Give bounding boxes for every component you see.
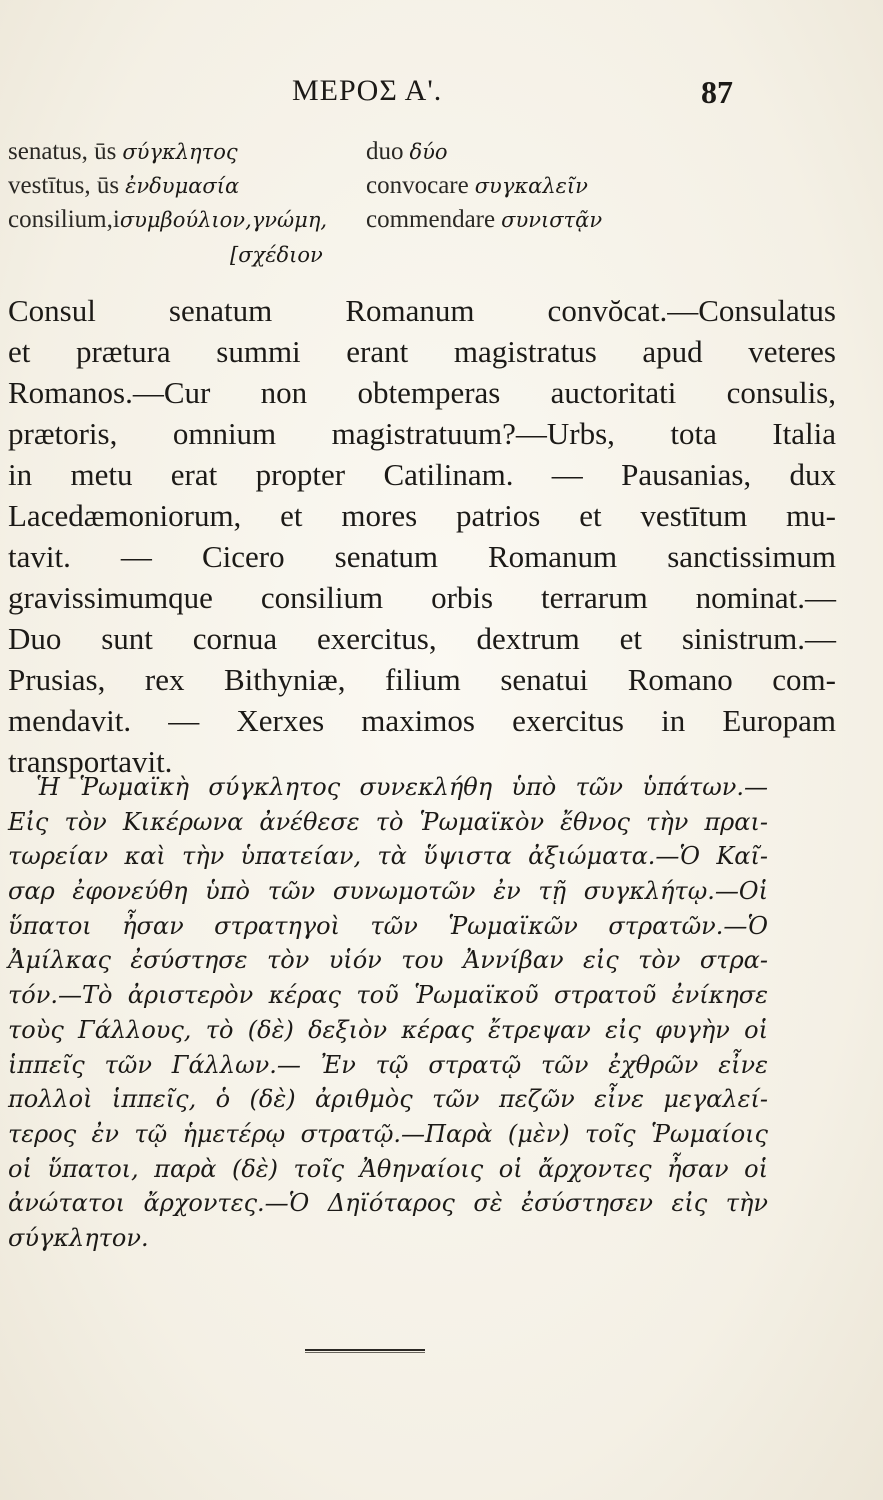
greek-gloss: σύγκλητος (122, 140, 238, 164)
vocabulary-entry-left (8, 135, 238, 169)
greek-line: σύγκλητον. (8, 1223, 149, 1252)
latin-word: duo (366, 138, 404, 165)
greek-line: σαρ ἐφονεύθη ὑπὸ τῶν συνωμοτῶν ἐν τῇ συγκλήτῳ.—Οἱ (8, 877, 768, 906)
greek-line: τερος ἐν τῷ ἡμετέρῳ στρατῷ.—Παρὰ (μὲν) τοῖς Ῥωμαίοις (8, 1119, 768, 1148)
greek-line: ὕπατοι ἦσαν στρατηγοὶ τῶν Ῥωμαϊκῶν στρατῶν.—Ὁ (8, 911, 768, 940)
vocabulary-row (8, 203, 868, 237)
latin-line: Duo sunt cornua exercitus, dextrum et sinistrum.— (8, 621, 836, 656)
vocabulary-entry-right (366, 203, 602, 237)
vocabulary-entry-left (8, 203, 327, 237)
greek-line: Εἰς τὸν Κικέρωνα ἀνέθεσε τὸ Ῥωμαϊκὸν ἔθνος τὴν πραι- (8, 807, 768, 836)
vocabulary-row (8, 135, 868, 169)
latin-line: gravissimumque consilium orbis terrarum nominat.— (8, 580, 836, 615)
greek-gloss: συμβούλιον,γνώμη, (119, 208, 328, 232)
page-header (0, 74, 883, 118)
latin-line: Prusias, rex Bithyniæ, filium senatui Romano com- (8, 662, 836, 697)
latin-exercise (8, 290, 836, 782)
latin-word: senatus, ūs (8, 138, 117, 165)
latin-line: et prætura summi erant magistratus apud veteres (8, 334, 836, 369)
latin-line: Lacedæmoniorum, et mores patrios et vestītum mu- (8, 498, 836, 533)
greek-line: Ἡ Ῥωμαϊκὴ σύγκλητος συνεκλήθη ὑπὸ τῶν ὑπάτων.— (36, 773, 768, 801)
greek-gloss: δύο (409, 140, 448, 164)
running-head: ΜΕΡΟΣ Α'. (292, 74, 443, 107)
latin-word: convocare (366, 172, 469, 199)
greek-line: τόν.—Τὸ ἀριστερὸν κέρας τοῦ Ῥωμαϊκοῦ στρατοῦ ἐνίκησε (8, 981, 768, 1010)
latin-line: transportavit. (8, 744, 173, 779)
greek-line: οἱ ὕπατοι, παρὰ (δὲ) τοῖς Ἀθηναίοις οἱ ἄρχοντες ἦσαν οἱ (8, 1154, 768, 1183)
page-number: 87 (701, 74, 733, 110)
end-rule (305, 1349, 425, 1351)
latin-line: prætoris, omnium magistratuum?—Urbs, tota Italia (8, 416, 836, 451)
latin-word: vestītus, ūs (8, 172, 120, 199)
greek-gloss: συνιστᾷν (501, 208, 603, 232)
end-rule-thin (305, 1352, 425, 1353)
greek-exercise (8, 770, 768, 1256)
latin-line: Consul senatum Romanum convŏcat.—Consulatus (8, 293, 836, 328)
latin-line: tavit. — Cicero senatum Romanum sanctissimum (8, 539, 836, 574)
vocabulary-entry-left (8, 169, 239, 203)
latin-word: commendare (366, 206, 496, 233)
vocabulary-entry-right (366, 169, 588, 203)
latin-line: in metu erat propter Catilinam. — Pausanias, dux (8, 457, 836, 492)
latin-line: mendavit. — Xerxes maximos exercitus in Europam (8, 703, 836, 738)
greek-gloss: ἐνδυμασία (125, 174, 240, 198)
greek-line: ἱππεῖς τῶν Γάλλων.— Ἐν τῷ στρατῷ τῶν ἐχθρῶν εἶνε (8, 1050, 768, 1079)
greek-line: τοὺς Γάλλους, τὸ (δὲ) δεξιὸν κέρας ἔτρεψαν εἰς φυγὴν οἱ (8, 1015, 768, 1044)
vocabulary-list (8, 135, 868, 285)
latin-word: consilium,i (8, 206, 120, 233)
greek-line: Ἀμίλκας ἐσύστησε τὸν υἱόν του Ἀννίβαν εἰς τὸν στρα- (8, 946, 768, 975)
greek-line: τωρείαν καὶ τὴν ὑπατείαν, τὰ ὕψιστα ἀξιώματα.—Ὁ Καῖ- (8, 842, 768, 871)
vocabulary-continuation: [σχέδιον (230, 243, 323, 267)
greek-line: πολλοὶ ἱππεῖς, ὁ (δὲ) ἀριθμὸς τῶν πεζῶν εἶνε μεγαλεί- (8, 1085, 768, 1114)
vocabulary-entry-right (366, 135, 448, 169)
vocabulary-row (8, 169, 868, 203)
greek-gloss: συγκαλεῖν (474, 174, 588, 198)
latin-line: Romanos.—Cur non obtemperas auctoritati consulis, (8, 375, 836, 410)
greek-line: ἀνώτατοι ἄρχοντες.—Ὁ Δηϊόταρος σὲ ἐσύστησεν εἰς τὴν (8, 1189, 768, 1218)
